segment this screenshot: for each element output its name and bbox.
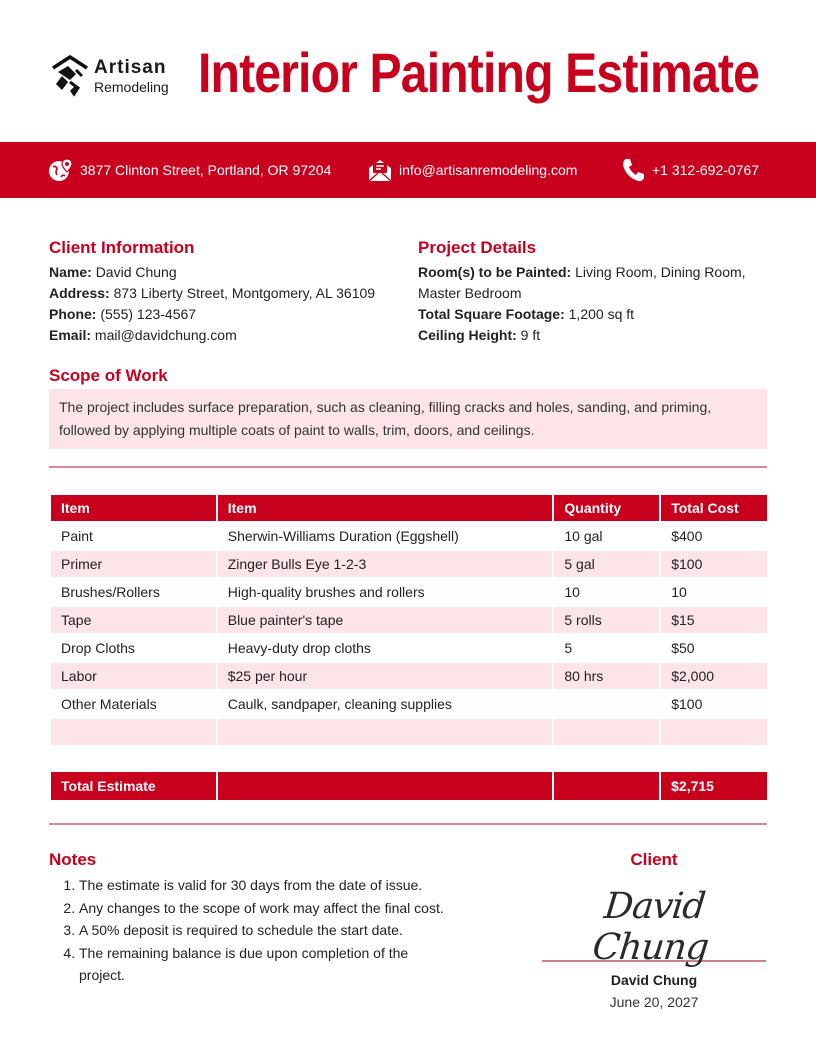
table-cell: $50 <box>660 634 768 662</box>
column-header: Quantity <box>553 494 660 522</box>
table-cell: 10 <box>553 578 660 606</box>
column-header: Item <box>217 494 554 522</box>
notes-section <box>49 850 449 987</box>
address-text: 3877 Clinton Street, Portland, OR 97204 <box>80 162 332 178</box>
client-email-row <box>49 325 399 346</box>
table-cell: 5 rolls <box>553 606 660 634</box>
client-signature-block <box>542 850 766 1010</box>
column-header: Total Cost <box>660 494 768 522</box>
email-link[interactable]: info@artisanremodeling.com <box>399 162 578 178</box>
field-value: 873 Liberty Street, Montgomery, AL 36109 <box>113 285 376 301</box>
project-details <box>418 238 758 346</box>
table-cell: Paint <box>50 522 217 550</box>
table-cell: $15 <box>660 606 768 634</box>
field-value: 1,200 sq ft <box>568 306 635 322</box>
phone-icon <box>620 157 646 183</box>
note-item: 4. The remaining balance is due upon completion of the project. <box>79 942 449 987</box>
table-cell: Zinger Bulls Eye 1-2-3 <box>217 550 554 578</box>
divider <box>49 823 767 825</box>
rooms-row <box>418 262 758 304</box>
table-cell: $2,000 <box>660 662 768 690</box>
scope-text: The project includes surface preparation, such as cleaning, filling cracks and holes, sanding, and priming, followed by applying multiple coats of paint to walls, trim, doors, and ceilings. <box>49 389 767 449</box>
company-logo <box>50 52 180 100</box>
table-cell: $100 <box>660 550 768 578</box>
table-cell: Blue painter's tape <box>217 606 554 634</box>
client-information <box>49 238 399 346</box>
total-spacer <box>553 771 660 801</box>
table-row <box>50 690 768 718</box>
client-phone-row <box>49 304 399 325</box>
table-cell: Sherwin-Williams Duration (Eggshell) <box>217 522 554 550</box>
globe-location-icon <box>48 157 74 183</box>
total-label: Total Estimate <box>50 771 217 801</box>
phone-text[interactable]: +1 312-692-0767 <box>652 162 760 178</box>
field-value: (555) 123-4567 <box>100 306 197 322</box>
field-label: Ceiling Height: <box>418 327 517 343</box>
client-sign-title: Client <box>630 850 678 869</box>
total-value: $2,715 <box>660 771 768 801</box>
note-item: 1. The estimate is valid for 30 days from the date of issue. <box>79 874 449 897</box>
table-cell: 5 <box>553 634 660 662</box>
contact-phone[interactable] <box>620 142 759 198</box>
client-address-row <box>49 283 399 304</box>
table-cell: Primer <box>50 550 217 578</box>
page-title: Interior Painting Estimate <box>198 41 760 104</box>
table-row <box>50 606 768 634</box>
table-row <box>50 522 768 550</box>
field-label: Email: <box>49 327 92 343</box>
field-label: Room(s) to be Painted: <box>418 264 572 280</box>
table-row <box>50 634 768 662</box>
house-brush-icon <box>50 54 90 98</box>
sign-date: June 20, 2027 <box>609 994 699 1010</box>
notes-title: Notes <box>49 850 97 869</box>
table-row-empty <box>50 718 768 746</box>
table-header-row <box>50 494 768 522</box>
table-cell: Brushes/Rollers <box>50 578 217 606</box>
table-cell: 10 gal <box>553 522 660 550</box>
table-row <box>50 550 768 578</box>
signer-name: David Chung <box>610 972 698 988</box>
contact-bar <box>0 142 816 198</box>
table-cell <box>553 718 660 746</box>
field-value: mail@davidchung.com <box>94 327 237 343</box>
table-cell: $100 <box>660 690 768 718</box>
total-estimate-row <box>49 770 769 802</box>
table-cell: 5 gal <box>553 550 660 578</box>
note-item: 3. A 50% deposit is required to schedule the start date. <box>79 919 449 942</box>
table-cell: Heavy-duty drop cloths <box>217 634 554 662</box>
table-cell: $400 <box>660 522 768 550</box>
logo-name: Artisan <box>94 57 167 78</box>
table-cell <box>217 718 554 746</box>
document-header <box>0 0 816 142</box>
logo-subname: Remodeling <box>94 79 169 95</box>
ceiling-height-row <box>418 325 758 346</box>
note-item: 2. Any changes to the scope of work may affect the final cost. <box>79 897 449 920</box>
notes-list <box>49 874 449 987</box>
contact-email[interactable] <box>367 142 577 198</box>
table-cell: Other Materials <box>50 690 217 718</box>
table-cell: High-quality brushes and rollers <box>217 578 554 606</box>
column-header: Item <box>50 494 217 522</box>
field-value: David Chung <box>95 264 177 280</box>
client-info-title: Client Information <box>49 238 195 257</box>
total-spacer <box>217 771 554 801</box>
table-cell <box>50 718 217 746</box>
table-cell: Caulk, sandpaper, cleaning supplies <box>217 690 554 718</box>
table-cell: 80 hrs <box>553 662 660 690</box>
table-cell <box>660 718 768 746</box>
field-label: Phone: <box>49 306 97 322</box>
table-cell: 10 <box>660 578 768 606</box>
table-row <box>50 662 768 690</box>
field-label: Total Square Footage: <box>418 306 565 322</box>
table-cell: Drop Cloths <box>50 634 217 662</box>
divider <box>49 466 767 468</box>
envelope-icon <box>367 157 393 183</box>
table-cell <box>553 690 660 718</box>
project-details-title: Project Details <box>418 238 537 257</box>
field-value: 9 ft <box>520 327 541 343</box>
table-cell: Labor <box>50 662 217 690</box>
field-label: Name: <box>49 264 92 280</box>
field-label: Address: <box>49 285 110 301</box>
table-row <box>50 578 768 606</box>
table-cell: Tape <box>50 606 217 634</box>
field-value: Living Room, Dining Room, Master Bedroom <box>418 264 746 301</box>
scope-title: Scope of Work <box>49 366 168 385</box>
estimate-table <box>49 493 769 747</box>
table-cell: $25 per hour <box>217 662 554 690</box>
client-name-row <box>49 262 399 283</box>
square-footage-row <box>418 304 758 325</box>
signature: David Chung <box>590 886 711 968</box>
contact-address <box>48 142 331 198</box>
